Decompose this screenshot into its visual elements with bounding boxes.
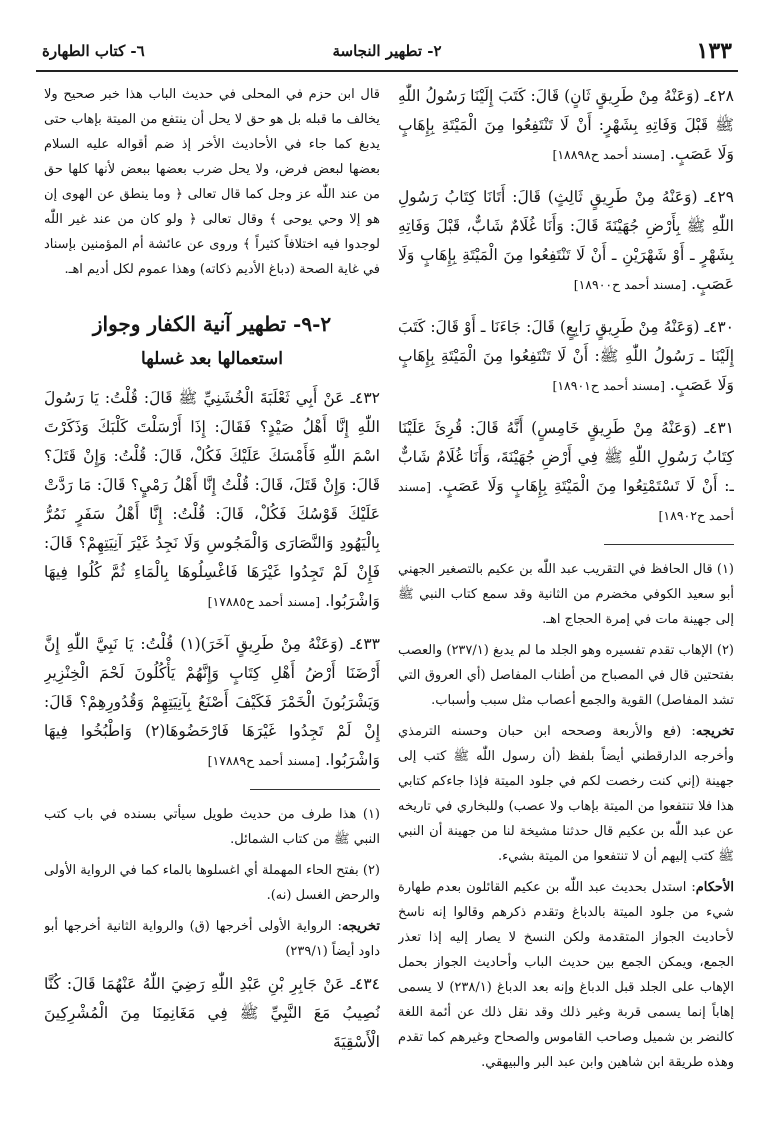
hadith-text: ٤٣٤ـ عَنْ جَابِرِ بْنِ عَبْدِ اللّٰهِ رَضِيَ اللّٰهُ عَنْهُمَا قَالَ: كُنَّا نُصِيبُ مَعَ النَّبِيِّ ﷺ فِي مَغَانِمِنَا مِنَ الْمُشْرِكِينَ الْأَسْقِيَةَ bbox=[44, 975, 380, 1051]
note-text: (٢) الإهاب تقدم تفسيره وهو الجلد ما لم يدبغ (٢٣٧/١) والعصب بفتحتين قال في المصباح من أطناب المفاصل (أي العروق التي تشد المفاصل) القوية والجمع أعصاب مثل سبب وأسباب. bbox=[398, 643, 734, 708]
hadith-text: ٤٣٢ـ عَنْ أَبِي ثَعْلَبَةَ الْخُشَنِيِّ ﷺ قَالَ: قُلْتُ: يَا رَسُولَ اللّٰهِ إِنَّا أَهْلُ صَيْدٍ؟ فَقَالَ: إِذَا أَرْسَلْتَ كَلْبَكَ وَذَكَرْتَ اسْمَ اللّٰهِ فَأَمْسَكَ عَلَيْكَ فَكُلْ، قَالَ: قُلْتُ: وَإِنْ قَتَلَ؟ قَالَ: وَإِنْ قَتَلَ، قَالَ: قُلْتُ إِنَّا أَهْلُ رَمْيٍ؟ قَالَ: مَا رَدَّتْ عَلَيْكَ قَوْسُكَ فَكُلْ، قَالَ: قُلْتُ: إِنَّا أَهْلُ سَفَرٍ نَمُرُّ بِالْيَهُودِ وَالنَّصَارَى وَالْمَجُوسِ وَلَا نَجِدُ غَيْرَ آنِيَتِهِمْ؟ قَالَ: فَإِنْ لَمْ تَجِدُوا غَيْرَهَا فَاغْسِلُوهَا بِالْمَاءِ ثُمَّ كُلُوا فِيهَا وَاشْرَبُوا. bbox=[44, 389, 380, 610]
note-text: (١) هذا طرف من حديث طويل سيأتي بسنده في باب كتب النبي ﷺ من كتاب الشمائل. bbox=[44, 807, 380, 847]
ibn-hazm-commentary: قال ابن حزم في المحلى في حديث الباب هذا خبر صحيح ولا يخالف ما قبله بل هو حق لا يحل أن ينتفع من الميتة بإهاب حتى يدبغ كما جاء في الأحاديث الأخر إذ ضم أقواله عليه السلام بعضها لبعض فرض، ولا يحل ضرب بعضها ببعض لأنها كلها حق من عند اللّٰه عز وجل كما قال تعالى ﴿ وما ينطق عن الهوى إن هو إلا وحي يوحى ﴾ وقال تعالى ﴿ ولو كان من عند غير اللّٰه لوجدوا فيه اختلافاً كثيراً ﴾ وروى عن عائشة أم المؤمنين بإسناد في غاية الصحة (دباغ الأديم ذكاته) وهذا عموم لكل أديم اهـ. bbox=[44, 87, 380, 277]
footnote bbox=[398, 638, 734, 713]
hadith-text: ٤٢٩ـ (وَعَنْهُ مِنْ طَرِيقٍ ثَالِثٍ) قَالَ: أَتَانَا كِتَابُ رَسُولِ اللّٰهِ ﷺ بِأَرْضِ جُهَيْنَةَ قَالَ: وَأَنَا غُلَامٌ شَابٌّ، قَبْلَ وَفَاتِهِ بِشَهْرٍ ـ أَوْ شَهْرَيْنِ ـ أَنْ لَا تَنْتَفِعُوا مِنَ الْمَيْتَةِ بِإِهَابٍ وَلَا عَصَبٍ. bbox=[398, 188, 734, 293]
page-header bbox=[36, 38, 738, 72]
hadith-text: ٤٣٣ـ (وَعَنْهُ مِنْ طَرِيقٍ آخَرَ)(١) قُلْتُ: يَا نَبِيَّ اللّٰهِ إِنَّ أَرْضَنَا أَرْضُ أَهْلِ كِتَابٍ وَإِنَّهُمْ يَأْكُلُونَ لَحْمَ الْخِنْزِيرِ وَيَشْرَبُونَ الْخَمْرَ فَكَيْفَ أَصْنَعُ بِآنِيَتِهِمْ وَقُدُورِهِمْ؟ قَالَ: إِنْ لَمْ تَجِدُوا غَيْرَهَا فَارْحَضُوهَا(٢) وَاطْبُخُوا فِيهَا وَاشْرَبُوا. bbox=[44, 635, 380, 769]
hadith-reference: [مسند أحمد ح١٨٩٠٢] bbox=[398, 479, 734, 523]
hadith-433 bbox=[44, 630, 380, 775]
chapter-subtitle: استعمالها بعد غسلها bbox=[141, 349, 283, 369]
note-text: : (فع والأربعة وصححه ابن حبان وحسنه الترمذي وأخرجه الدارقطني أيضاً بلفظ (أن رسول اللّٰه ﷺ كتب إلى جهينة (إني كنت رخصت لكم في جلود الميتة فإذا جاءكم كتابي هذا فلا تنتفعوا من الميتة بإهاب ولا عصب) وللبخاري في تاريخه عن عبد اللّٰه بن عكيم قال حدثنا مشيخة لنا من جهينة أن النبي ﷺ كتب إليهم أن لا تنتفعوا من الميتة بشيء. bbox=[398, 724, 734, 864]
note-label: الأحكام bbox=[695, 880, 734, 895]
hadith-reference: [مسند أحمد ح١٧٨٨٩] bbox=[207, 753, 321, 768]
footnote bbox=[398, 557, 734, 632]
hadith-432 bbox=[44, 384, 380, 616]
hadith-text: ٤٢٨ـ (وَعَنْهُ مِنْ طَرِيقٍ ثَانٍ) قَالَ: كَتَبَ إِلَيْنَا رَسُولُ اللّٰهِ ﷺ قَبْلَ وَفَاتِهِ بِشَهْرٍ: أَنْ لَا تَنْتَفِعُوا مِنَ الْمَيْتَةِ بِإِهَابٍ وَلَا عَصَبٍ. bbox=[398, 87, 734, 163]
note-text: : استدل بحديث عبد اللّٰه بن عكيم القائلون بعدم طهارة شيء من جلود الميتة بالدباغ وتقدم ذكرهم وقالوا إنه ناسخ لأحاديث الجواز المتقدمة ولكن النسخ لا يصار إليه إذا تعذر الجمع، ويمكن الجمع بين حديث الباب وأحاديث الجواز بحمل الإهاب على الجلد قبل الدباغ وإنه بعد الدباغ (٢٣٨/١) لا يسمى إهاباً إنما يسمى قربة وغير ذلك وقد نقل ذلك عن أئمة اللغة كالنضر بن شميل وصاحب القاموس والصحاح وغيرهم كما تقدم وهذه طريقة ابن شاهين وابن عبد البر والبيهقي. bbox=[398, 880, 734, 1070]
chapter-title: ٢-٩- تطهير آنية الكفار وجواز bbox=[92, 312, 332, 336]
hadith-reference: [مسند أحمد ح١٨٩٠٠] bbox=[573, 277, 687, 292]
hadith-429 bbox=[398, 183, 734, 299]
note-text: (٢) بفتح الحاء المهملة أي اغسلوها بالماء كما في الرواية الأولى والرحض الغسل (نه). bbox=[44, 863, 380, 903]
takhrij-note bbox=[398, 719, 734, 869]
hadith-reference: [مسند أحمد ح١٧٨٨٥] bbox=[207, 594, 321, 609]
footnote bbox=[44, 802, 380, 852]
footnote-separator bbox=[604, 544, 734, 545]
hadith-431 bbox=[398, 414, 734, 530]
note-label: تخريجه bbox=[695, 724, 734, 739]
note-text: (١) قال الحافظ في التقريب عبد اللّٰه بن عكيم بالتصغير الجهني أبو سعيد الكوفي مخضرم من الثانية وقد سمع كتاب النبي ﷺ إلى جهينة مات في إمرة الحجاج اهـ. bbox=[398, 562, 734, 627]
takhrij-note bbox=[44, 914, 380, 964]
footnote bbox=[44, 858, 380, 908]
right-column bbox=[398, 82, 734, 1117]
hadith-text: ٤٣٠ـ (وَعَنْهُ مِنْ طَرِيقٍ رَابِعٍ) قَالَ: جَاءَنَا ـ أَوْ قَالَ: كَتَبَ إِلَيْنَا ـ رَسُولُ اللّٰهِ ﷺ: أَنْ لَا تَنْتَفِعُوا مِنَ الْمَيْتَةِ بِإِهَابٍ وَلَا عَصَبٍ. bbox=[398, 318, 734, 394]
section-title: ٢- تطهير النجاسة bbox=[332, 42, 442, 60]
footnote-separator bbox=[250, 789, 380, 790]
hadith-430 bbox=[398, 313, 734, 400]
note-label: تخريجه bbox=[341, 919, 380, 934]
book-title: ٦- كتاب الطهارة bbox=[42, 42, 145, 60]
hadith-reference: [مسند أحمد ح١٨٩٠١] bbox=[552, 378, 665, 393]
hadith-434 bbox=[44, 970, 380, 1057]
left-column bbox=[44, 82, 380, 1117]
hadith-text: ٤٣١ـ (وَعَنْهُ مِنْ طَرِيقٍ خَامِسٍ) أَنَّهُ قَالَ: قُرِئَ عَلَيْنَا كِتَابُ رَسُولِ اللّٰهِ ﷺ فِي أَرْضِ جُهَيْنَةَ، وَأَنَا غُلَامٌ شَابٌّ ـ: أَنْ لَا تَسْتَمْتِعُوا مِنَ الْمَيْتَةِ بِإِهَابٍ وَلَا عَصَبٍ. bbox=[398, 419, 734, 495]
page-number: ١٣٣ bbox=[696, 38, 732, 64]
ahkam-note bbox=[398, 875, 734, 1075]
hadith-428 bbox=[398, 82, 734, 169]
note-text: : الرواية الأولى أخرجها (ق) والرواية الثانية أخرجها أبو داود أيضاً (٢٣٩/١) bbox=[44, 919, 380, 959]
hadith-reference: [مسند أحمد ح١٨٨٩٨] bbox=[552, 147, 665, 162]
